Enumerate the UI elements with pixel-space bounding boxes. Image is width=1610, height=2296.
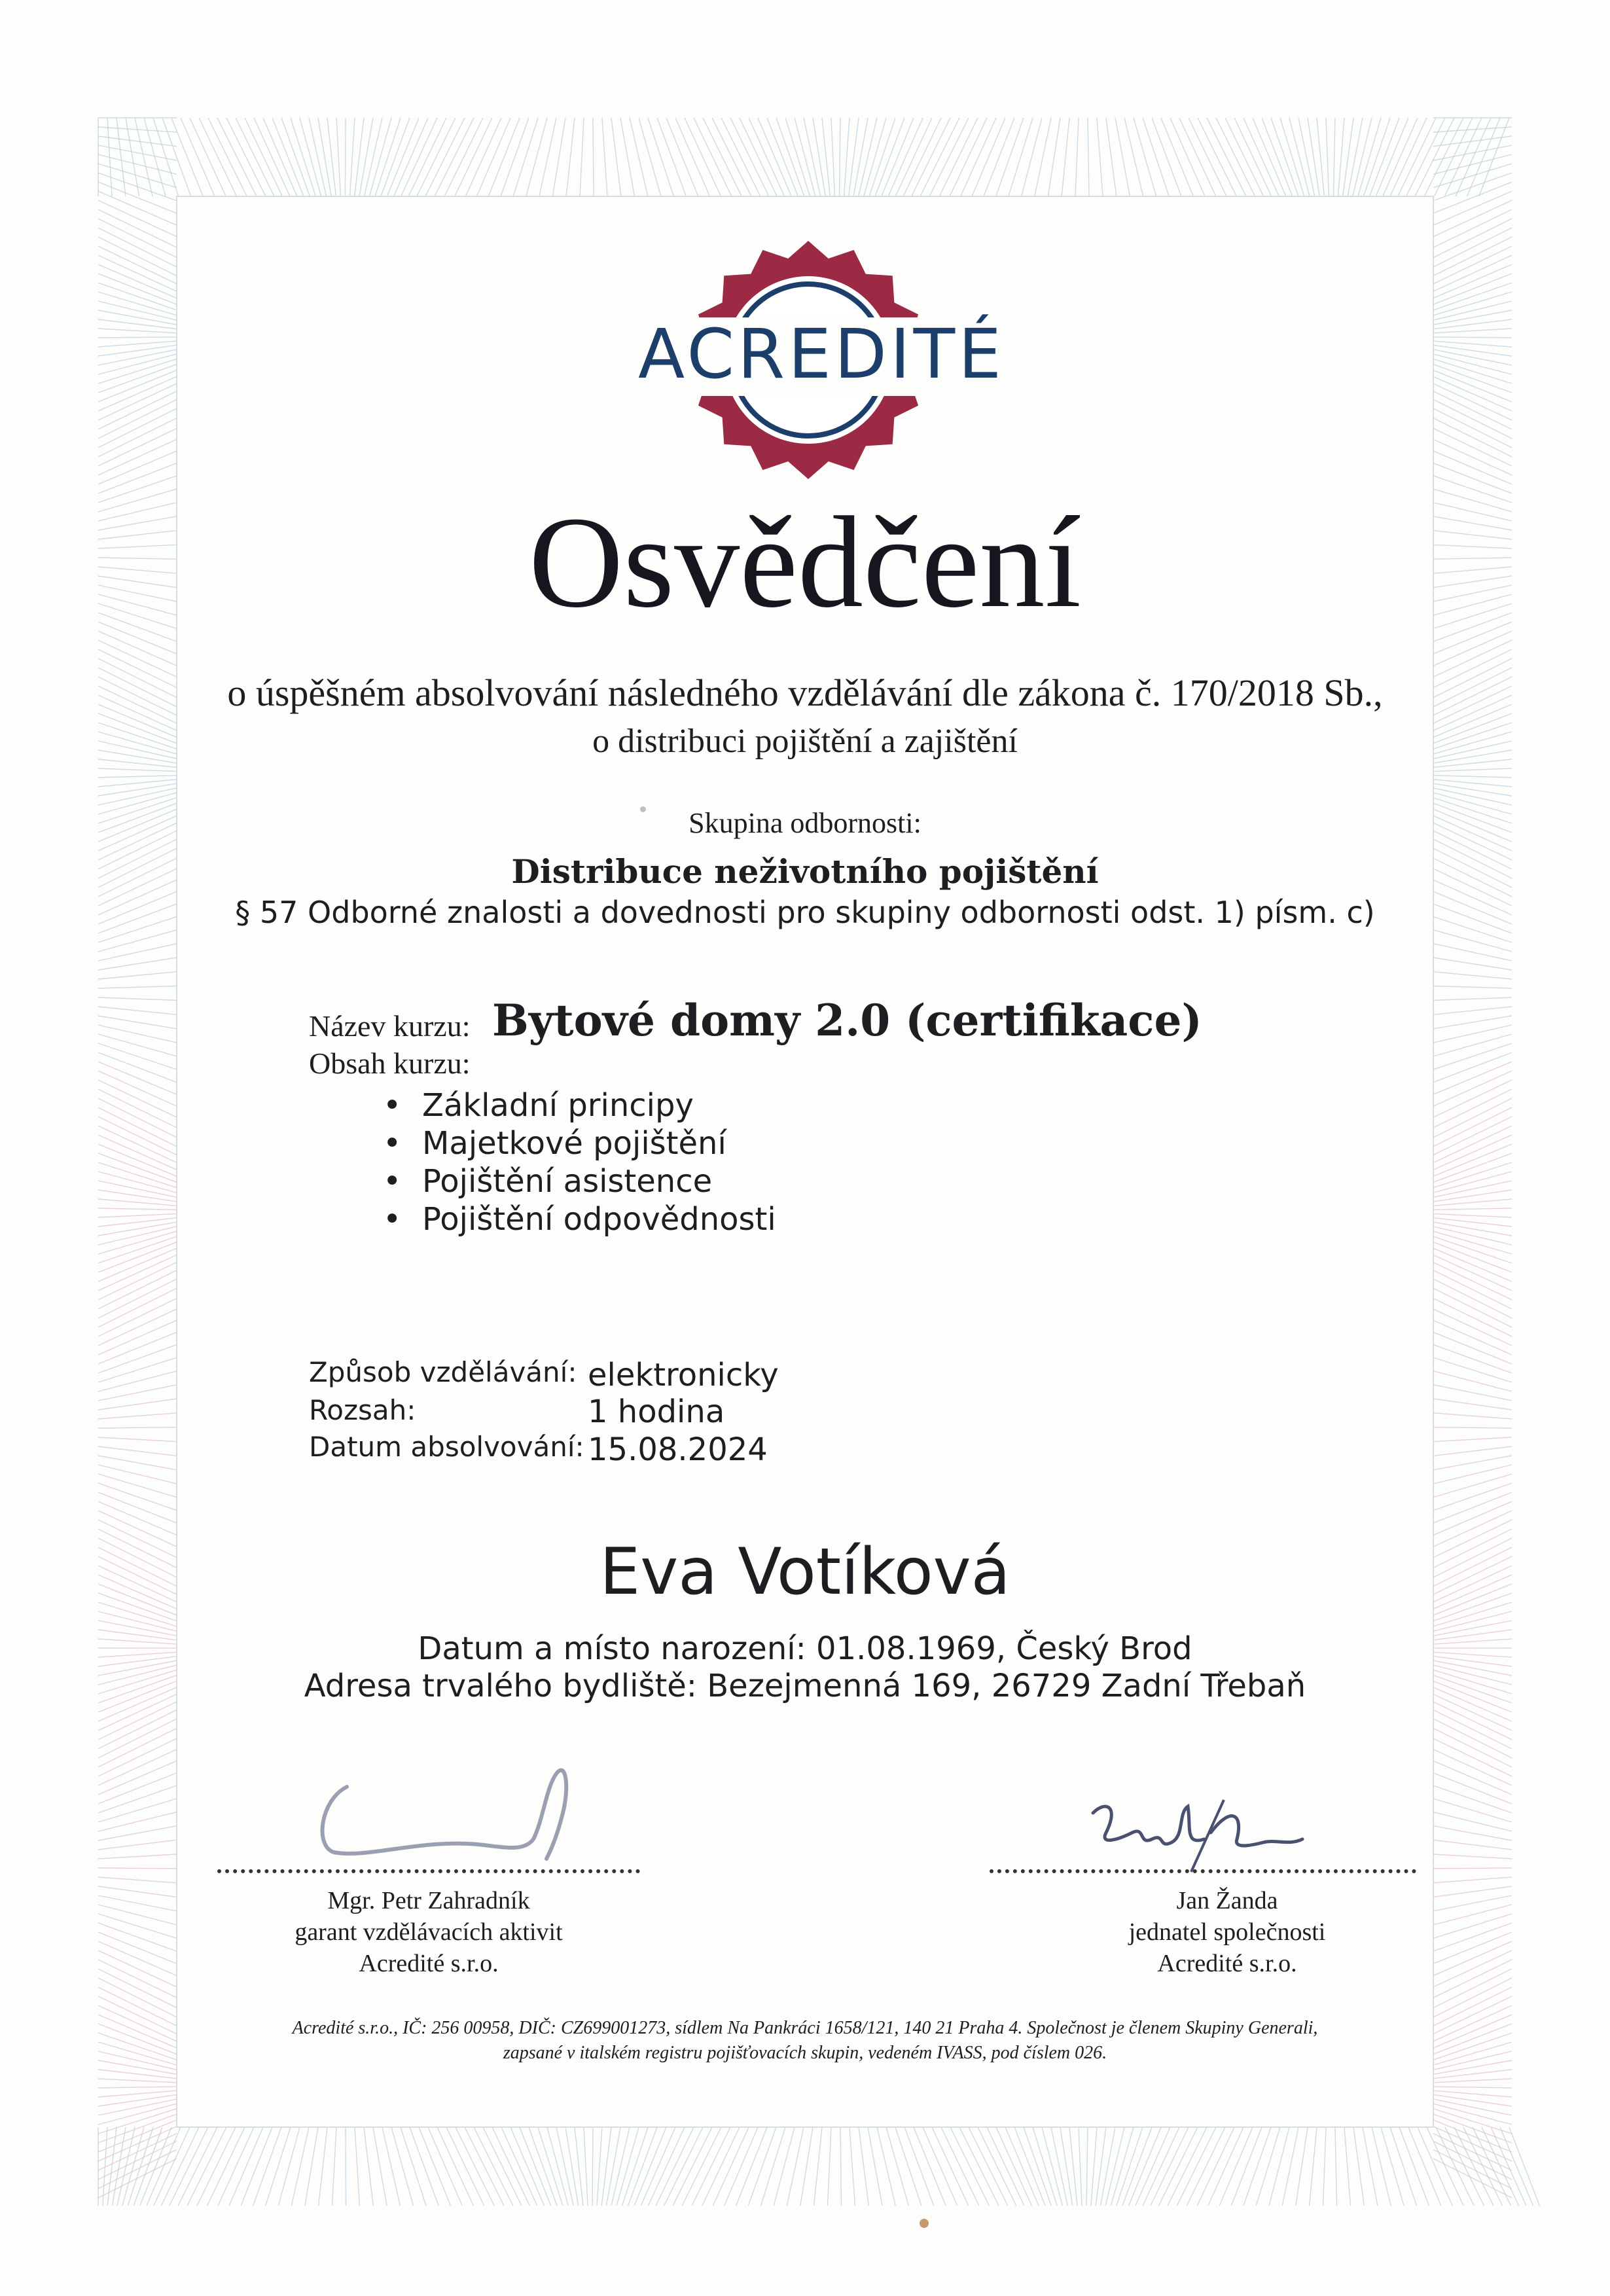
- detail-value-date: 15.08.2024: [588, 1431, 768, 1468]
- signatory-right-role: jednatel společnosti: [1128, 1918, 1326, 1946]
- signatory-right-name: Jan Žanda: [1176, 1887, 1278, 1914]
- detail-value-scope: 1 hodina: [588, 1393, 725, 1430]
- detail-label-date: Datum absolvování:: [309, 1431, 584, 1463]
- certificate-subtitle: o úspěšném absolvování následného vzdělávání dle zákona č. 170/2018 Sb.,: [227, 672, 1383, 714]
- signature-line-left: [217, 1869, 640, 1873]
- group-paragraph: § 57 Odborné znalosti a dovednosti pro skupiny odbornosti odst. 1) písm. c): [235, 895, 1375, 930]
- acredite-logo: [638, 236, 1005, 484]
- scan-speck: [920, 2219, 929, 2228]
- logo-wordmark: ACREDITÉ: [638, 314, 1005, 394]
- signatory-right: [1014, 1885, 1440, 1979]
- list-item: • Majetkové pojištění: [383, 1124, 776, 1162]
- footer-company-info: [0, 2016, 1610, 2066]
- footer-line-1: Acredité s.r.o., IČ: 256 00958, DIČ: CZ699001273, sídlem Na Pankráci 1658/121, 140 21 Praha 4. Společnost je členem Skupiny Generali,: [292, 2018, 1318, 2038]
- course-content-label: Obsah kurzu:: [309, 1047, 471, 1080]
- recipient-address: Adresa trvalého bydliště: Bezejmenná 169, 26729 Zadní Třebaň: [304, 1668, 1306, 1704]
- signatory-left: [216, 1885, 641, 1979]
- detail-label-scope: Rozsah:: [309, 1394, 416, 1426]
- detail-value-mode: elektronicky: [588, 1357, 779, 1393]
- list-item: • Pojištění odpovědnosti: [383, 1200, 776, 1238]
- group-label: Skupina odbornosti:: [689, 807, 921, 839]
- signature-left-image: [308, 1761, 582, 1878]
- group-name: Distribuce neživotního pojištění: [511, 852, 1099, 891]
- signatory-left-name: Mgr. Petr Zahradník: [327, 1887, 530, 1914]
- signatory-left-role: garant vzdělávacích aktivit: [295, 1918, 563, 1946]
- scan-speck: [640, 806, 646, 812]
- signatory-left-company: Acredité s.r.o.: [359, 1950, 499, 1977]
- certificate-title: Osvědčení: [528, 490, 1082, 635]
- certificate-subtitle-2: o distribuci pojištění a zajištění: [592, 723, 1018, 760]
- list-item: • Pojištění asistence: [383, 1162, 776, 1200]
- course-name: Bytové domy 2.0 (certifikace): [492, 995, 1202, 1046]
- signatory-right-company: Acredité s.r.o.: [1157, 1950, 1297, 1977]
- list-item: • Základní principy: [383, 1086, 776, 1124]
- signature-line-right: [990, 1869, 1416, 1873]
- course-name-label: Název kurzu:: [309, 1009, 471, 1043]
- recipient-name: Eva Votíková: [599, 1535, 1011, 1609]
- course-topics: [383, 1086, 776, 1238]
- detail-label-mode: Způsob vzdělávání:: [309, 1356, 577, 1388]
- footer-line-2: zapsané v italském registru pojišťovacích skupin, vedeném IVASS, pod číslem 026.: [503, 2043, 1107, 2063]
- signature-right-image: [1080, 1787, 1315, 1878]
- recipient-birth: Datum a místo narození: 01.08.1969, Český Brod: [418, 1630, 1192, 1667]
